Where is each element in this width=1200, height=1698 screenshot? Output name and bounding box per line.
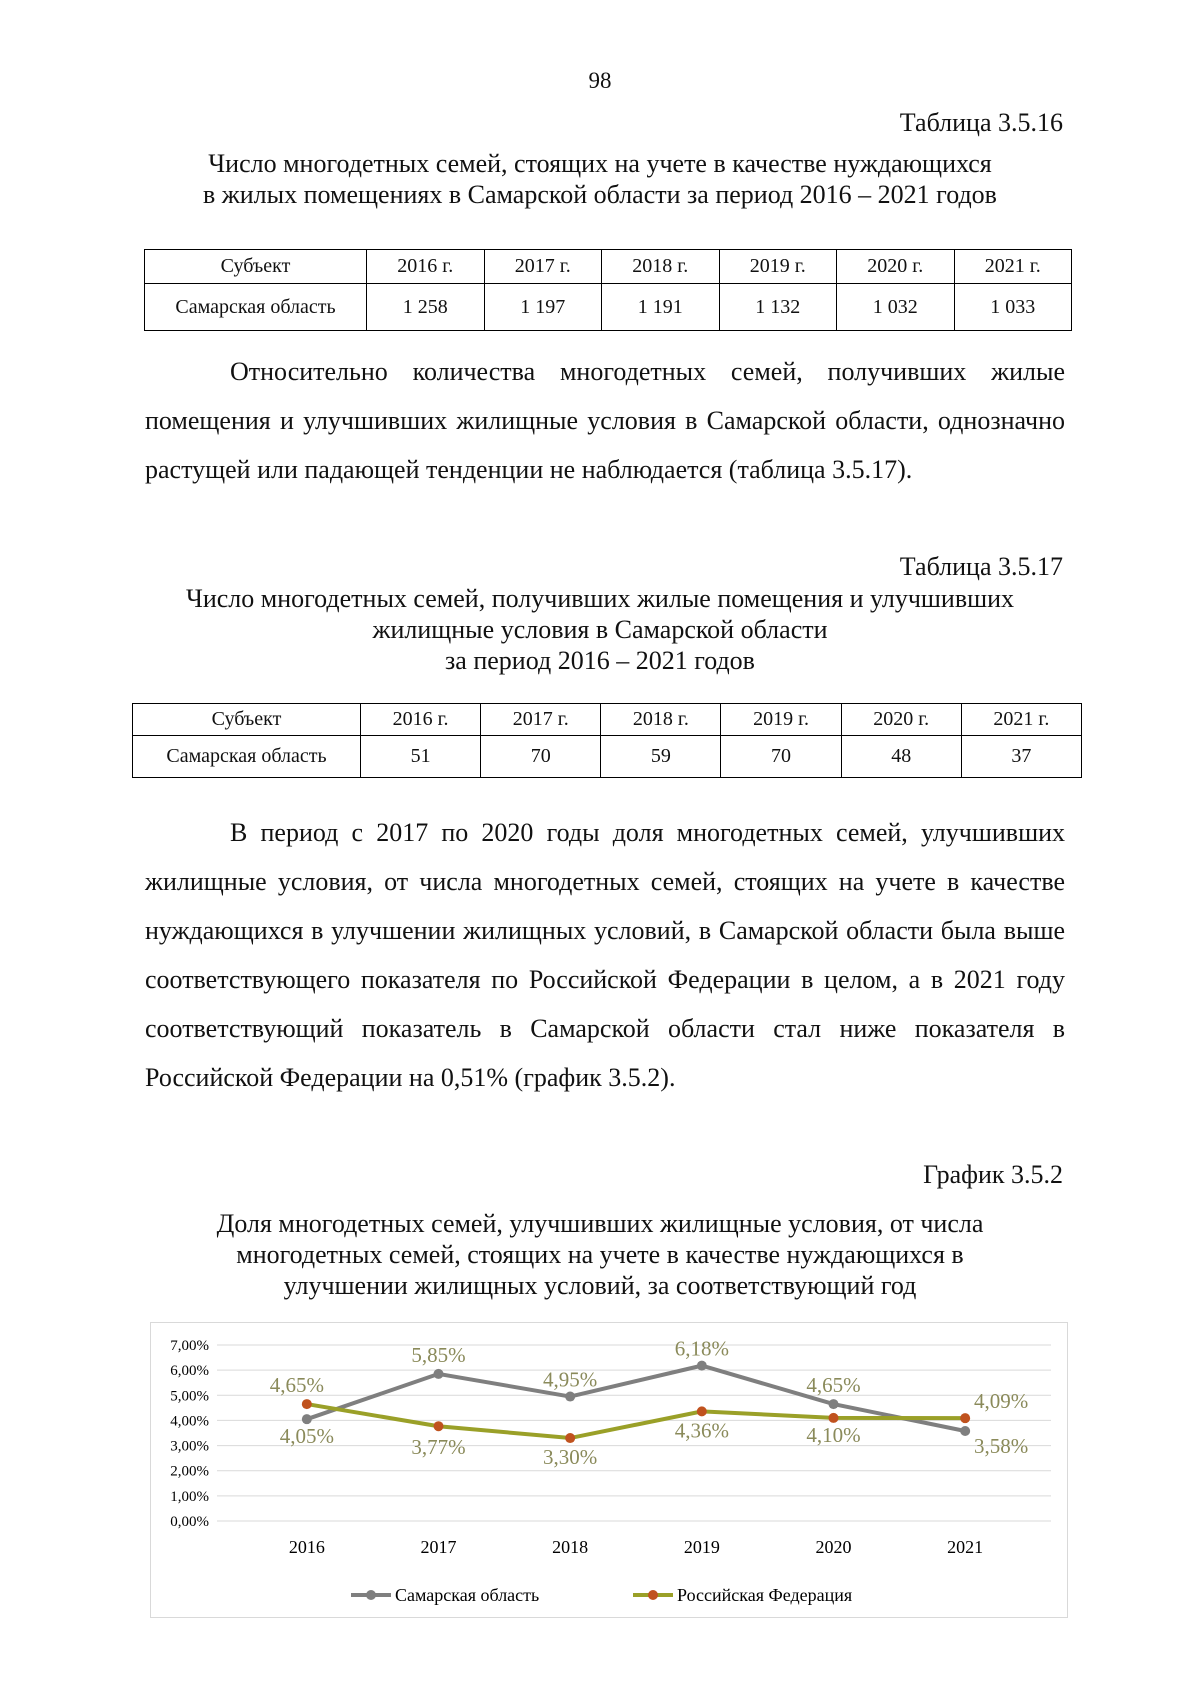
table-header-cell: 2019 г. (719, 250, 837, 284)
table2-caption-line: Число многодетных семей, получивших жилые помещения и улучшивших (185, 584, 1015, 613)
table-cell: 51 (361, 736, 481, 778)
data-point (829, 1399, 839, 1409)
line-chart (151, 1323, 1067, 1617)
table-number-3-5-16: Таблица 3.5.16 (899, 108, 1063, 137)
x-tick-label: 2017 (420, 1537, 457, 1557)
table-cell: 1 191 (602, 284, 720, 331)
x-tick-label: 2018 (552, 1537, 589, 1557)
table-cell: Самарская область (133, 736, 361, 778)
y-tick-label: 2,00% (170, 1463, 209, 1480)
y-tick-label: 6,00% (170, 1363, 209, 1380)
data-label: 6,18% (674, 1336, 729, 1361)
table-cell: Самарская область (145, 284, 367, 331)
data-label: 4,36% (674, 1418, 729, 1443)
table-3-5-17 (132, 703, 1082, 778)
paragraph-2: В период с 2017 по 2020 годы доля многодетных семей, улучшивших жилищные условия, от числа многодетных семей, стоящих на учете в качестве нуждающихся в улучшении жилищных условий, в Самарской области была выше соответствующего показателя по Российской Федерации в целом, а в 2021 году соответствующий показатель в Самарской области стал ниже показателя в Российской Федерации на 0,51% (график 3.5.2). (145, 818, 1065, 1092)
legend-marker (648, 1590, 658, 1600)
data-label: 3,30% (543, 1445, 598, 1470)
table-header-cell: 2020 г. (841, 704, 961, 736)
data-point (434, 1421, 444, 1431)
table1-caption (130, 148, 1070, 210)
graph-caption-line: Доля многодетных семей, улучшивших жилищные условия, от числа (216, 1209, 984, 1238)
table-header-cell: 2020 г. (837, 250, 955, 284)
page-number: 98 (588, 68, 612, 93)
data-label: 4,10% (806, 1422, 861, 1447)
data-point (565, 1392, 575, 1402)
table-cell: 1 132 (719, 284, 837, 331)
data-point (960, 1413, 970, 1423)
data-label: 4,09% (974, 1389, 1029, 1414)
table-cell: 70 (721, 736, 841, 778)
table-3-5-16 (144, 249, 1072, 331)
table-header-cell: 2018 г. (602, 250, 720, 284)
table-header-cell: 2016 г. (367, 250, 485, 284)
data-point (960, 1426, 970, 1436)
data-label: 4,05% (279, 1424, 334, 1449)
table1-caption-line: в жилых помещениях в Самарской области за период 2016 – 2021 годов (203, 180, 997, 209)
data-point (434, 1369, 444, 1379)
table-cell: 70 (481, 736, 601, 778)
legend-marker (366, 1590, 376, 1600)
data-point (697, 1406, 707, 1416)
data-point (697, 1361, 707, 1371)
table2-caption-line: за период 2016 – 2021 годов (445, 646, 755, 675)
graph-number-3-5-2: График 3.5.2 (923, 1160, 1063, 1189)
data-label: 4,65% (269, 1373, 324, 1398)
data-point (302, 1414, 312, 1424)
table-row (133, 736, 1082, 778)
y-tick-label: 7,00% (170, 1338, 209, 1354)
table-header-cell: 2021 г. (954, 250, 1072, 284)
graph-caption (130, 1208, 1070, 1301)
table-header-cell: 2017 г. (481, 704, 601, 736)
y-tick-label: 5,00% (170, 1388, 209, 1405)
table-header-cell: 2021 г. (961, 704, 1081, 736)
table-header-cell: 2017 г. (484, 250, 602, 284)
data-label: 4,95% (543, 1367, 598, 1392)
legend-label: Российская Федерация (677, 1585, 853, 1605)
table-cell: 1 032 (837, 284, 955, 331)
table-cell: 1 033 (954, 284, 1072, 331)
data-label: 3,77% (411, 1435, 466, 1460)
data-point (565, 1433, 575, 1443)
table-header-cell: 2016 г. (361, 704, 481, 736)
x-tick-label: 2019 (683, 1537, 720, 1557)
data-label: 4,65% (806, 1373, 861, 1398)
table2-caption-line: жилищные условия в Самарской области (372, 615, 828, 644)
table-header-cell: 2019 г. (721, 704, 841, 736)
y-tick-label: 1,00% (170, 1488, 209, 1505)
paragraph-1: Относительно количества многодетных семей, получивших жилые помещения и улучшивших жилищные условия в Самарской области, однозначно растущей или падающей тенденции не наблюдается (таблица 3.5.17). (145, 357, 1065, 484)
table-cell: 48 (841, 736, 961, 778)
y-tick-label: 3,00% (170, 1438, 209, 1455)
table-header-cell: Субъект (133, 704, 361, 736)
data-point (829, 1413, 839, 1423)
table-number-3-5-17: Таблица 3.5.17 (899, 552, 1063, 581)
x-tick-label: 2020 (815, 1537, 852, 1557)
table1-caption-line: Число многодетных семей, стоящих на учете в качестве нуждающихся (208, 149, 992, 178)
table2-caption (130, 583, 1070, 676)
table-cell: 59 (601, 736, 721, 778)
y-tick-label: 0,00% (170, 1514, 209, 1530)
data-label: 5,85% (411, 1342, 466, 1367)
data-point (302, 1399, 312, 1409)
legend-label: Самарская область (395, 1585, 540, 1605)
table-header-row (133, 704, 1082, 736)
graph-caption-line: улучшении жилищных условий, за соответствующий год (283, 1271, 917, 1300)
data-label: 3,58% (974, 1433, 1029, 1458)
table-row (145, 284, 1072, 331)
table-cell: 1 258 (367, 284, 485, 331)
table-cell: 37 (961, 736, 1081, 778)
table-header-row (145, 250, 1072, 284)
table-header-cell: 2018 г. (601, 704, 721, 736)
x-tick-label: 2016 (288, 1537, 325, 1557)
x-tick-label: 2021 (947, 1537, 984, 1557)
y-tick-label: 4,00% (170, 1413, 209, 1430)
chart-container (150, 1322, 1068, 1618)
graph-caption-line: многодетных семей, стоящих на учете в качестве нуждающихся в (236, 1240, 964, 1269)
table-header-cell: Субъект (145, 250, 367, 284)
table-cell: 1 197 (484, 284, 602, 331)
